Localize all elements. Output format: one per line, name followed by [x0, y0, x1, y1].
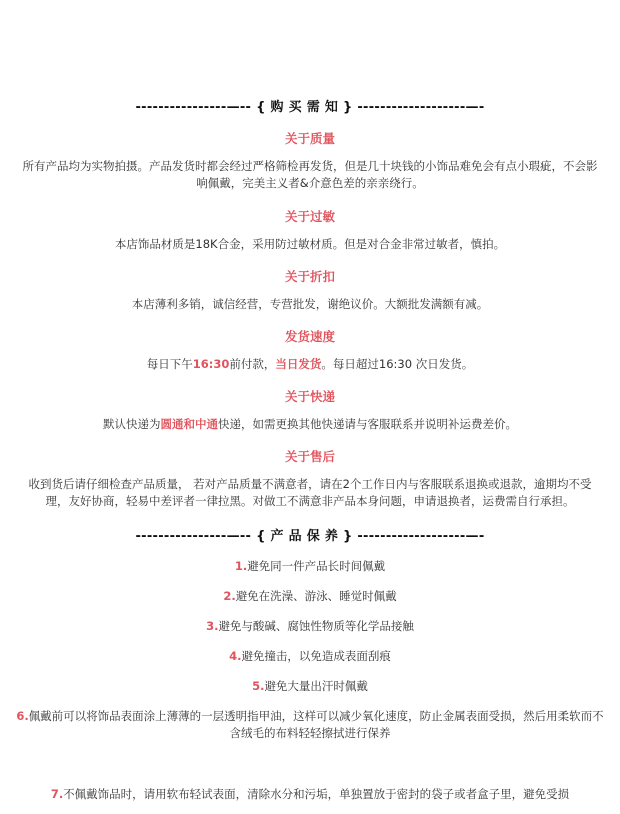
quality-line-2: 响佩戴，完美主义者&介意色差的亲亲绕行。 — [196, 176, 424, 190]
courier-heading: 关于快递 — [284, 389, 335, 404]
care-item-text: 避免在洗澡、游泳、睡觉时佩戴 — [235, 589, 397, 603]
care-item-7 — [0, 786, 620, 803]
care-item-4 — [0, 648, 620, 665]
shipping-speed-text — [0, 356, 620, 373]
care-item-3 — [0, 618, 620, 635]
care-item-text: 避免撞击，以免造成表面刮痕 — [241, 649, 391, 663]
shipping-speed-heading: 发货速度 — [284, 329, 335, 344]
care-item-number: 6. — [16, 709, 29, 723]
care-item-number: 1. — [234, 559, 248, 573]
discount-heading: 关于折扣 — [284, 269, 335, 284]
after-sales-line-1: 收到货后请仔细检查产品质量， 若对产品质量不满意者，请在2个工作日内与客服联系退换或退款，逾期均不受 — [28, 477, 592, 491]
after-sales-text — [0, 476, 620, 510]
courier-text-part-2: 快递，如需更换其他快递请与客服联系并说明补运费差价。 — [218, 417, 517, 431]
care-item-6-line-2: 含绒毛的布料轻轻擦拭进行保养 — [229, 726, 391, 740]
care-item-text: 佩戴前可以将饰品表面涂上薄薄的一层透明指甲油，这样可以减少氧化速度，防止金属表面受损，然后用柔软而不 — [28, 709, 604, 723]
allergy-line-1: 本店饰品材质是18K合金，采用防过敏材质。但是对合金非常过敏者，慎拍。 — [114, 237, 506, 251]
care-item-6 — [0, 708, 620, 742]
quality-line-1: 所有产品均为实物拍摄。产品发货时都会经过严格筛检再发货，但是几十块钱的小饰品难免会有点小瑕疵，不会影 — [22, 159, 598, 173]
care-item-number: 2. — [223, 589, 236, 603]
quality-heading: 关于质量 — [284, 131, 335, 146]
discount-line-1: 本店薄利多销，诚信经营，专营批发，谢绝议价。大额批发满额有减。 — [131, 297, 489, 311]
courier-text-part-1: 默认快递为 — [103, 417, 161, 431]
care-item-1 — [0, 558, 620, 575]
care-item-text: 避免大量出汗时佩戴 — [264, 679, 368, 693]
same-day-shipping: 当日发货 — [275, 357, 322, 371]
shipping-text-part-3: 。每日超过16:30 次日发货。 — [321, 357, 474, 371]
care-item-text: 不佩戴饰品时，请用软布轻试表面，清除水分和污垢，单独置放于密封的袋子或者盒子里，避免受损 — [63, 787, 570, 801]
care-item-text: 避免同一件产品长时间佩戴 — [247, 559, 386, 573]
care-item-number: 3. — [206, 619, 219, 633]
quality-text — [0, 158, 620, 192]
care-item-number: 7. — [50, 787, 64, 801]
after-sales-line-2: 理，友好协商，轻易中差评者一律拉黑。对做工不满意非产品本身问题，申请退换者，运费需自行承担。 — [45, 494, 575, 508]
shipping-text-part-1: 每日下午 — [146, 357, 193, 371]
care-item-number: 4. — [229, 649, 242, 663]
cutoff-time: 16:30 — [192, 357, 230, 371]
discount-text — [0, 296, 620, 313]
care-item-text: 避免与酸碱、腐蚀性物质等化学品接触 — [218, 619, 414, 633]
shipping-text-part-2: 前付款， — [229, 357, 276, 371]
purchase-notice-banner: ----------------—-- { 购 买 需 知 } -------------------—- — [135, 100, 485, 115]
allergy-heading: 关于过敏 — [284, 209, 335, 224]
care-item-5 — [0, 678, 620, 695]
care-item-2 — [0, 588, 620, 605]
allergy-text — [0, 236, 620, 253]
product-care-banner: ----------------—-- { 产 品 保 养 } -------------------—- — [135, 529, 485, 544]
care-item-number: 5. — [252, 679, 265, 693]
default-couriers: 圆通和中通 — [160, 417, 218, 431]
courier-text — [0, 416, 620, 433]
care-item-6-line-1 — [0, 708, 620, 725]
after-sales-heading: 关于售后 — [284, 449, 335, 464]
